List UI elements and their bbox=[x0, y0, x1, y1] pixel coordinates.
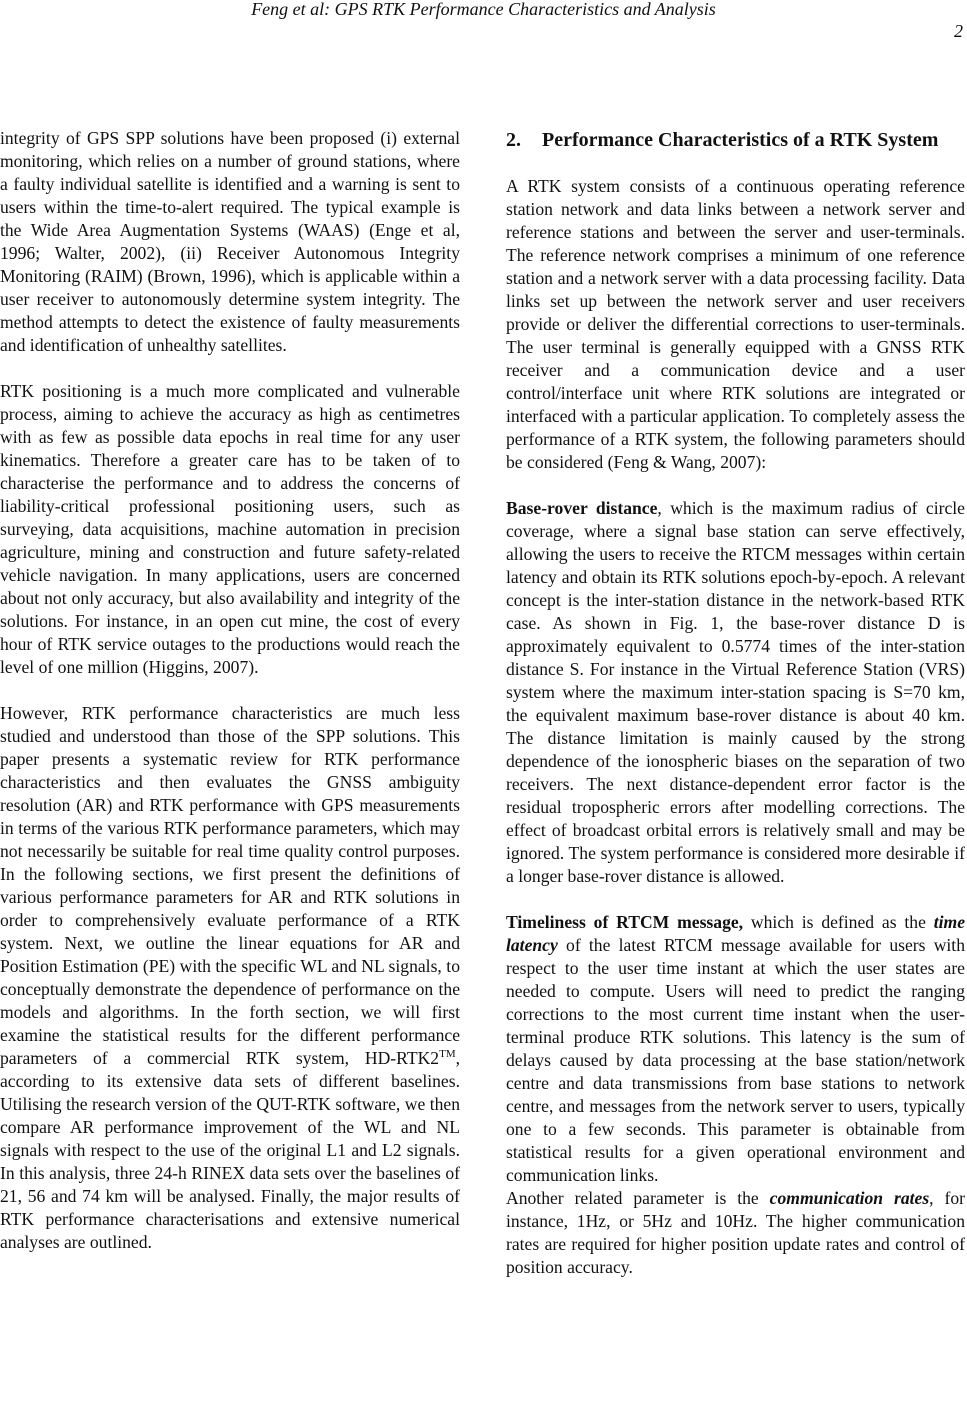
paragraph-paper-overview bbox=[0, 702, 460, 1254]
paragraph-rtcm-timeliness bbox=[506, 911, 965, 1187]
timeliness-text-part2: of the latest RTCM message available for users with respect to the user time instant at which the user states are needed to compute. Users will need to predict the ranging corrections to the most current time instant when the user-terminal produce RTK solutions. This latency is the sum of delays caused by data processing at the base station/network centre and data transmissions from base stations to network centre, and messages from the network server to users, typically one to a few seconds. This parameter is obtainable from statistical results for a given operational environment and communication links. bbox=[506, 935, 965, 1185]
page-number: 2 bbox=[954, 21, 963, 41]
term-base-rover-distance: Base-rover distance bbox=[506, 498, 658, 518]
section-number: 2. bbox=[506, 129, 521, 151]
term-time-latency: time latency bbox=[506, 912, 966, 955]
paragraph-rtk-system: A RTK system consists of a continuous operating reference station network and data links between a network server and reference stations and between the server and user-terminals. The reference network comprises a minimum of one reference station and a network server with a data processing facility. Data links set up between the network server and user receivers provide or deliver the differential corrections to user-terminals. The user terminal is generally equipped with a GNSS RTK receiver and a communication device and a user control/interface unit where RTK solutions are integrated or interfaced with a particular application. To completely assess the performance of a RTK system, the following parameters should be considered (Feng & Wang, 2007): bbox=[506, 176, 965, 472]
paragraph-integrity-methods: integrity of GPS SPP solutions have been proposed (i) external monitoring, which relies on a number of ground stations, where a faulty individual satellite is identified and a warning is sent to users within the time-to-alert required. The typical example is the Wide Area Augmentation Systems (WAAS) (Enge et al, 1996; Walter, 2002), (ii) Receiver Autonomous Integrity Monitoring (RAIM) (Brown, 1996), which is applicable within a user receiver to autonomously determine system integrity. The method attempts to detect the existence of faulty measurements and identification of unhealthy satellites. bbox=[0, 128, 460, 355]
paragraph-communication-rates bbox=[506, 1187, 965, 1279]
base-rover-text: , which is the maximum radius of circle coverage, where a signal base station can serve effectively, allowing the users to receive the RTCM messages within certain latency and obtain its RTK solutions epoch-by-epoch. A relevant concept is the inter-station distance in the network-based RTK case. As shown in Fig. 1, the base-rover distance D is approximately equivalent to 0.5774 times of the inter-station distance S. For instance in the Virtual Reference Station (VRS) system where the maximum inter-station spacing is S=70 km, the equivalent maximum base-rover distance is about 40 km. The distance limitation is mainly caused by the strong dependence of the ionospheric biases on the separation of two receivers. The next distance-dependent error factor is the residual tropospheric errors after modelling corrections. The effect of broadcast orbital errors is relatively small and may be ignored. The system performance is considered more desirable if a longer base-rover distance is allowed. bbox=[506, 498, 965, 886]
running-header: Feng et al: GPS RTK Performance Characteristics and Analysis bbox=[251, 0, 716, 19]
section-title: Performance Characteristics of a RTK System bbox=[542, 129, 939, 151]
paragraph-rtk-positioning: RTK positioning is a much more complicated and vulnerable process, aiming to achieve the accuracy as high as centimetres with as few as possible data epochs in real time for any user kinematics. Therefore a greater care has to be taken of to characterise the performance and to address the concerns of liability-critical professional positioning users, such as surveying, data acquisitions, machine automation in precision agriculture, mining and construction and future safety-related vehicle navigation. In many applications, users are concerned about not only accuracy, but also availability and integrity of the solutions. For instance, in an open cut mine, the cost of every hour of RTK service outages to the productions would reach the level of one million (Higgins, 2007). bbox=[0, 381, 460, 677]
paragraph-base-rover-distance bbox=[506, 497, 965, 888]
right-column bbox=[506, 128, 965, 1279]
term-communication-rates: communication rates bbox=[769, 1188, 930, 1208]
left-column bbox=[0, 127, 460, 1254]
term-rtcm-timeliness: Timeliness of RTCM message, bbox=[506, 912, 744, 932]
section-heading bbox=[506, 128, 965, 153]
comm-rates-text-part2: , for instance, 1Hz, or 5Hz and 10Hz. The higher communication rates are required for higher position update rates and control of position accuracy. bbox=[506, 1188, 966, 1277]
comm-rates-text-part1: Another related parameter is the bbox=[506, 1188, 770, 1208]
trademark-superscript: TM bbox=[439, 1048, 456, 1061]
timeliness-text-part1: which is defined as the bbox=[743, 912, 934, 932]
overview-text-part2: , according to its extensive data sets of different baselines. Utilising the research version of the QUT-RTK software, we then compare AR performance improvement of the WL and NL signals with respect to the use of the original L1 and L2 signals. In this analysis, three 24-h RINEX data sets over the baselines of 21, 56 and 74 km will be analysed. Finally, the major results of RTK performance characterisations and extensive numerical analyses are outlined. bbox=[0, 1048, 460, 1252]
overview-text-part1: However, RTK performance characteristics are much less studied and understood than those of the SPP solutions. This paper presents a systematic review for RTK performance characteristics and then evaluates the GNSS ambiguity resolution (AR) and RTK performance with GPS measurements in terms of the various RTK performance parameters, which may not necessarily be suitable for real time quality control purposes. In the following sections, we first present the definitions of various performance parameters for AR and RTK solutions in order to comprehensively evaluate performance of a RTK system. Next, we outline the linear equations for AR and Position Estimation (PE) with the specific WL and NL signals, to conceptually demonstrate the dependence of performance on the models and algorithms. In the forth section, we will first examine the statistical results for the different performance parameters of a commercial RTK system, HD-RTK2 bbox=[0, 703, 460, 1068]
